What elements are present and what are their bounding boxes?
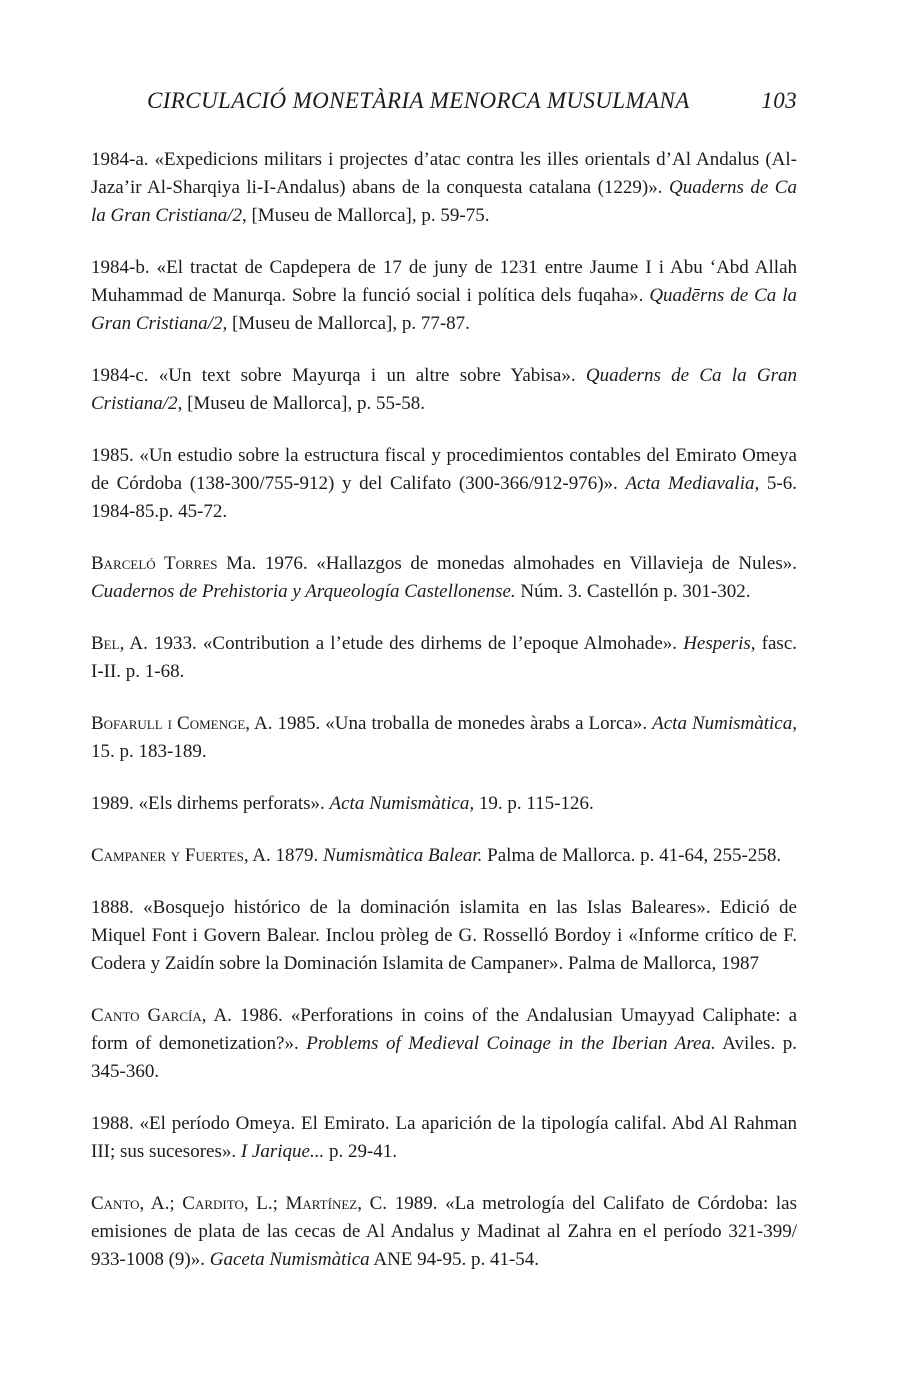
- bibliography-entry: [91, 146, 797, 230]
- entry-source: Acta Numismàtica,: [652, 713, 797, 734]
- entry-text: Ma. 1976. «Hallazgos de monedas almohades en Villavieja de Nules».: [217, 553, 797, 574]
- entry-author: Bofarull i Comenge: [91, 713, 246, 734]
- entry-tail: , [Museu de Mallorca], p. 55-58.: [177, 393, 426, 414]
- entry-text: 1984-c. «Un text sobre Mayurqa i un altre sobre Yabisa».: [91, 365, 586, 386]
- entry-source: I Jarique...: [240, 1141, 325, 1162]
- entry-text: , A. 1933. «Contribution a l’etude des dirhems de l’epoque Almohade».: [119, 633, 684, 654]
- entry-source: Gaceta Numismàtica: [209, 1249, 370, 1270]
- bibliography-entry: [91, 842, 797, 870]
- entry-source: Acta Numismàtica,: [329, 793, 475, 814]
- entry-source: Hesperis,: [683, 633, 756, 654]
- entry-text: , A. 1879.: [243, 845, 324, 866]
- entry-text: 1989. «Els dirhems perforats».: [91, 793, 330, 814]
- bibliography-list: [91, 146, 797, 1298]
- entry-tail: fasc. I-II. p. 1-68.: [91, 633, 798, 682]
- entry-tail: Núm. 3. Castellón p. 301-302.: [515, 581, 751, 602]
- entry-tail: Palma de Mallorca. p. 41-64, 255-258.: [482, 845, 782, 866]
- entry-tail: , [Museu de Mallorca], p. 77-87.: [222, 313, 470, 334]
- bibliography-entry: [91, 1110, 797, 1166]
- entry-tail: , [Museu de Mallorca], p. 59-75.: [241, 205, 490, 226]
- entry-tail: Aviles. p. 345-360.: [91, 1033, 798, 1082]
- entry-text: , C. 1989. «La metrología del Califato de Córdoba: las emisiones de plata de las cecas de Al Andalus y Madinat al Zahra en el período 321-399/ 933-1008 (9)».: [91, 1193, 798, 1270]
- entry-text: , A. 1985. «Una troballa de monedes àrabs a Lorca».: [245, 713, 653, 734]
- bibliography-entry: [91, 254, 797, 338]
- entry-tail: 5-6. 1984-85.p. 45-72.: [91, 473, 797, 522]
- entry-author: Barceló Torres: [91, 553, 218, 574]
- bibliography-entry: [91, 790, 797, 818]
- entry-source: Cuadernos de Prehistoria y Arqueología Castellonense.: [91, 581, 516, 602]
- entry-tail: ANE 94-95. p. 41-54.: [369, 1249, 540, 1270]
- entry-tail: p. 29-41.: [324, 1141, 398, 1162]
- bibliography-entry: [91, 1002, 797, 1086]
- entry-source: Quadērns de Ca la Gran Cristiana/2: [91, 285, 798, 334]
- entry-author: Campaner y Fuertes: [91, 845, 244, 866]
- bibliography-entry: [91, 550, 797, 606]
- bibliography-entry: [91, 894, 797, 978]
- entry-source: Acta Mediavalia,: [625, 473, 760, 494]
- bibliography-entry: [91, 1190, 797, 1274]
- bibliography-entry: [91, 362, 797, 418]
- running-head: [147, 88, 797, 122]
- entry-tail: 19. p. 115-126.: [474, 793, 594, 814]
- entry-source: Numismàtica Balear.: [323, 845, 483, 866]
- page-number: 103: [761, 88, 797, 113]
- entry-tail: 15. p. 183-189.: [91, 741, 207, 762]
- entry-text: 1888. «Bosquejo histórico de la dominación islamita en las Islas Baleares». Edició de Miquel Font i Govern Balear. Inclou pròleg de G. Rosselló Bordoy i «Informe crítico de F. Codera y Zaidín sobre la Dominación Islamita de Campaner». Palma de Mallorca, 1987: [91, 897, 797, 974]
- entry-text: 1984-a. «Expedicions militars i projectes d’atac contra les illes orientals d’Al Andalus (Al-Jaza’ir Al-Sharqiya li-I-Andalus) abans de la conquesta catalana (1229)».: [91, 149, 797, 198]
- entry-author: Bel: [91, 633, 120, 654]
- entry-source: Quaderns de Ca la Gran Cristiana/2: [91, 177, 797, 226]
- bibliography-entry: [91, 630, 797, 686]
- entry-text: 1985. «Un estudio sobre la estructura fiscal y procedimientos contables del Emirato Omeya de Córdoba (138-300/755-912) y del Califato (300-366/912-976)».: [91, 445, 797, 494]
- entry-text: , A. 1986. «Perforations in coins of the Andalusian Umayyad Caliphate: a form of demonetization?».: [91, 1005, 797, 1054]
- entry-source: Problems of Medieval Coinage in the Iberian Area.: [306, 1033, 716, 1054]
- entry-author: Canto García: [91, 1005, 202, 1026]
- entry-source: Quaderns de Ca la Gran Cristiana/2: [91, 365, 797, 414]
- entry-text: 1988. «El período Omeya. El Emirato. La aparición de la tipología califal. Abd Al Rahman III; sus sucesores».: [91, 1113, 797, 1162]
- entry-author: Canto, A.; Cardito, L.; Martínez: [91, 1193, 358, 1214]
- bibliography-entry: [91, 710, 797, 766]
- entry-text: 1984-b. «El tractat de Capdepera de 17 de juny de 1231 entre Jaume I i Abu ‘Abd Allah Muhammad de Manurqa. Sobre la funció social i política dels fuqaha».: [91, 257, 797, 306]
- bibliography-entry: [91, 442, 797, 526]
- running-title: CIRCULACIÓ MONETÀRIA MENORCA MUSULMANA: [147, 88, 690, 113]
